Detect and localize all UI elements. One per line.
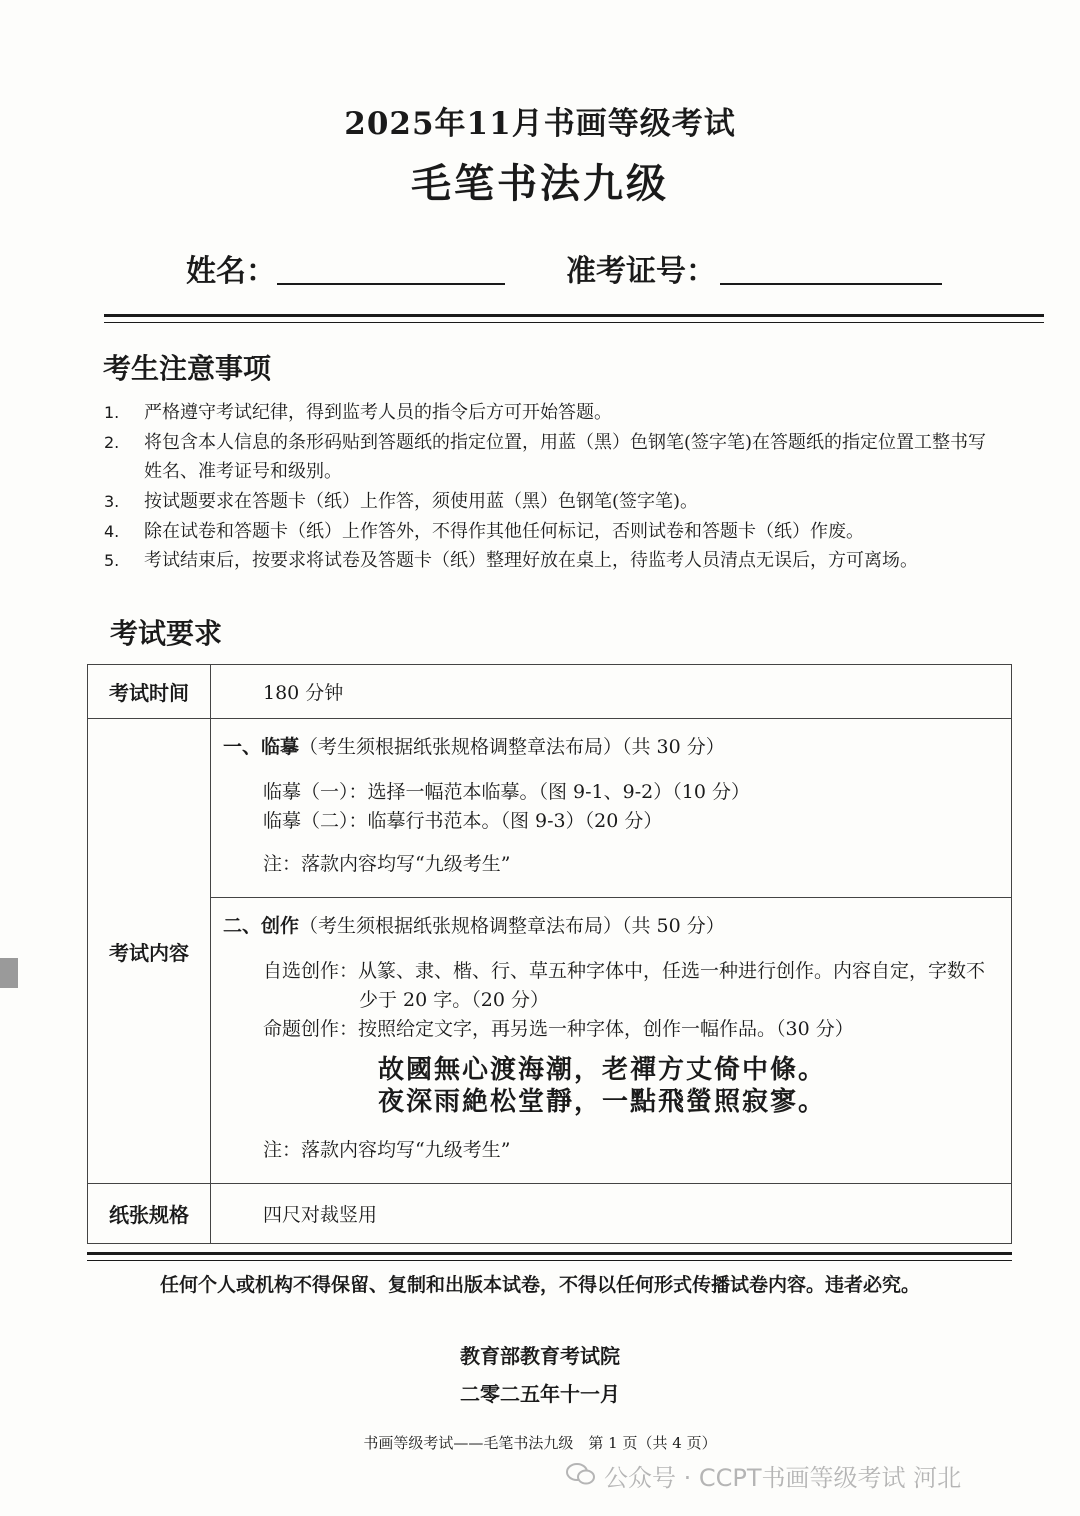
exam-title: 2025年11月书画等级考试	[344, 106, 736, 142]
part1-title: 一、临摹	[223, 736, 300, 758]
notice-text: 严格遵守考试纪律，得到监考人员的指令后方可开始答题。	[144, 402, 612, 423]
notice-text: 除在试卷和答题卡（纸）上作答外，不得作其他任何标记，否则试卷和答题卡（纸）作废。	[144, 521, 864, 542]
exam-id-blank-line	[720, 283, 942, 285]
notices-heading: 考生注意事项	[103, 352, 272, 385]
part2-cell	[211, 898, 1012, 1184]
notice-item	[104, 398, 1004, 427]
notice-item	[104, 487, 1004, 516]
part1-note: 注：落款内容均写“九级考生”	[263, 853, 511, 875]
footer-divider-thin	[87, 1260, 1012, 1261]
part1-cell	[211, 719, 1012, 898]
page-info: 书画等级考试——毛笔书法九级 第 1 页（共 4 页）	[363, 1434, 717, 1452]
part2-note: 注：落款内容均写“九级考生”	[263, 1139, 511, 1161]
time-label: 考试时间	[88, 665, 211, 719]
notice-number: 2.	[104, 433, 120, 452]
notice-text: 按试题要求在答题卡（纸）上作答，须使用蓝（黑）色钢笔(签字笔)。	[144, 491, 699, 512]
content-label: 考试内容	[88, 719, 211, 1184]
table-row	[88, 1184, 1012, 1244]
time-value: 180 分钟	[211, 665, 1012, 719]
copyright-warning: 任何个人或机构不得保留、复制和出版本试卷，不得以任何形式传播试卷内容。违者必究。	[159, 1274, 920, 1296]
paper-value: 四尺对裁竖用	[211, 1184, 1012, 1244]
part2-line1: 自选创作：从篆、隶、楷、行、草五种字体中，任选一种进行创作。内容自定，字数不少于 20 字。（20 分）	[263, 960, 986, 1011]
poem-line-1: 故國無心渡海潮，老禪方丈倚中條。	[378, 1055, 827, 1085]
notice-text: 考试结束后，按要求将试卷及答题卡（纸）整理好放在桌上，待监考人员清点无误后，方可离场。	[144, 550, 918, 571]
header-divider-thick	[104, 314, 1044, 317]
table-row	[88, 665, 1012, 719]
part2-line2: 命题创作：按照给定文字，再另选一种字体，创作一幅作品。（30 分）	[263, 1018, 854, 1040]
notice-item	[104, 428, 1004, 486]
subject-title: 毛笔书法九级	[411, 160, 669, 207]
notice-number: 4.	[104, 522, 120, 541]
header-divider-thin	[104, 322, 1044, 323]
name-label: 姓名：	[186, 254, 276, 289]
requirements-table	[87, 664, 1012, 1244]
requirements-heading: 考试要求	[110, 617, 223, 650]
notice-number: 5.	[104, 551, 120, 570]
notice-text: 将包含本人信息的条形码贴到答题纸的指定位置，用蓝（黑）色钢笔(签字笔)在答题纸的指定位置工整书写姓名、准考证号和级别。	[144, 432, 987, 482]
issuing-organization: 教育部教育考试院	[460, 1344, 620, 1368]
table-row	[88, 719, 1012, 898]
part2-header	[223, 912, 1001, 941]
part1-header	[223, 733, 1001, 762]
name-blank-line	[277, 283, 505, 285]
notice-item	[104, 546, 1004, 604]
issue-date: 二零二五年十一月	[460, 1382, 620, 1406]
notice-item	[104, 517, 1004, 546]
exam-id-label: 准考证号：	[566, 254, 716, 289]
part2-title: 二、创作	[223, 915, 300, 937]
notice-number: 1.	[104, 403, 120, 422]
notice-number: 3.	[104, 492, 120, 511]
part2-desc: （考生须根据纸张规格调整章法布局）（共 50 分）	[299, 915, 725, 937]
scan-edge-mark	[0, 958, 18, 988]
wechat-icon	[566, 1462, 596, 1486]
part1-desc: （考生须根据纸张规格调整章法布局）（共 30 分）	[299, 736, 725, 758]
part1-line2: 临摹（二）：临摹行书范本。（图 9-3）（20 分）	[263, 810, 663, 832]
footer-divider-thick	[87, 1252, 1012, 1255]
paper-label: 纸张规格	[88, 1184, 211, 1244]
part1-line1: 临摹（一）：选择一幅范本临摹。（图 9-1、9-2）（10 分）	[263, 781, 750, 803]
poem-line-2: 夜深雨絶松堂靜，一點飛螢照寂寥。	[378, 1087, 827, 1117]
table-row	[88, 898, 1012, 1184]
watermark-text: 公众号 · CCPT书画等级考试 河北	[604, 1464, 962, 1492]
